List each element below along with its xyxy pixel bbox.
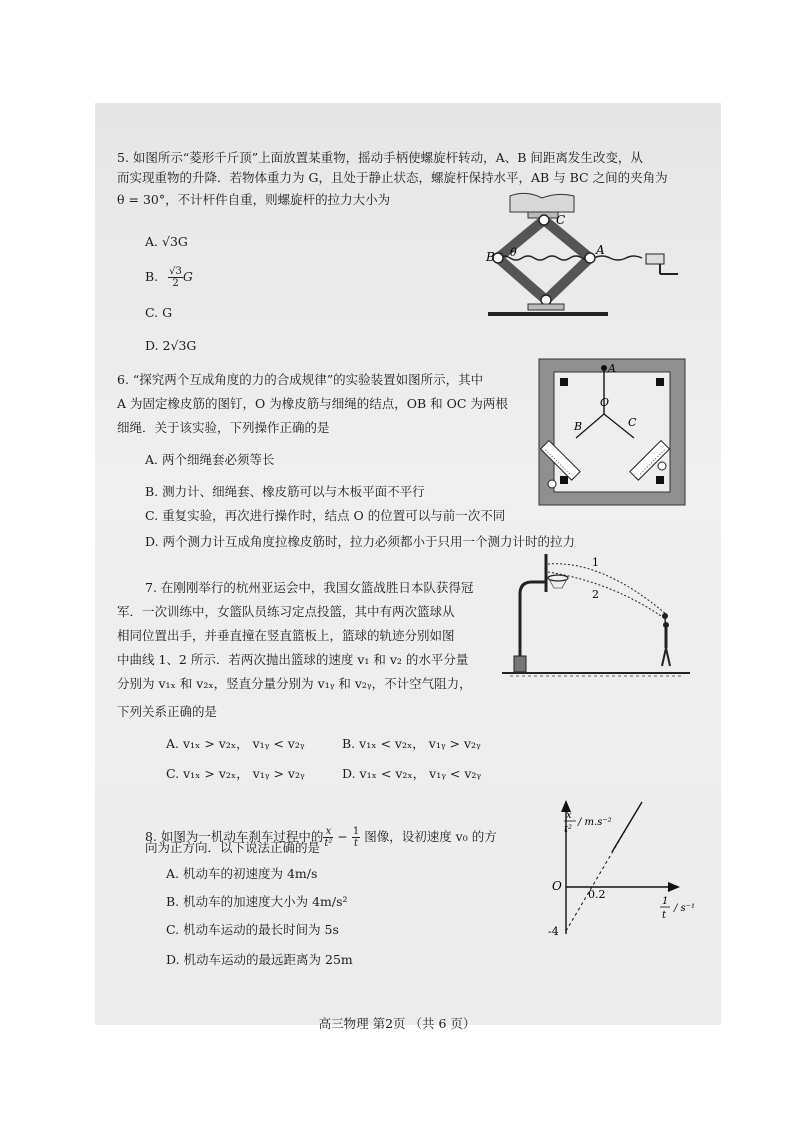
q8-option-a: A. 机动车的初速度为 4m/s: [166, 866, 318, 881]
q5-label-theta: θ: [510, 246, 517, 259]
q5-stem-line2: 而实现重物的升降．若物体重力为 G，且处于静止状态，螺旋杆保持水平，AB 与 BC 之间的夹角为: [117, 170, 668, 185]
q8-origin: O: [552, 879, 562, 893]
q6-option-b: B. 测力计、细绳套、橡皮筋可以与木板平面不平行: [145, 484, 425, 499]
q7-basketball-figure: [502, 552, 692, 682]
q6-label-b: B: [574, 420, 583, 433]
q8-option-b: B. 机动车的加速度大小为 4m/s²: [166, 894, 348, 909]
q5-stem-line3: θ = 30°，不计杆件自重，则螺旋杆的拉力大小为: [117, 192, 391, 207]
q8-ylabel-num: x: [566, 810, 572, 821]
q8-ylabel-den: t²: [564, 824, 573, 835]
q6-stem-line2: A 为固定橡皮筋的图钉，O 为橡皮筋与细绳的结点，OB 和 OC 为两根: [117, 396, 508, 411]
q7-stem-line6: 下列关系正确的是: [117, 704, 218, 719]
q5-option-c: C. G: [145, 305, 173, 320]
q6-option-c: C. 重复实验，再次进行操作时，结点 O 的位置可以与前一次不同: [145, 508, 506, 523]
q8-xunit: / s⁻¹: [674, 903, 695, 914]
q5-label-a: A: [596, 243, 605, 257]
q6-option-a: A. 两个细绳套必须等长: [145, 452, 275, 467]
q8-yunit: / m.s⁻²: [578, 817, 612, 828]
q6-label-o: O: [600, 396, 610, 409]
q7-curve-1-label: 1: [592, 556, 599, 569]
q6-stem-line3: 细绳．关于该实验，下列操作正确的是: [117, 420, 330, 435]
q7-option-c: C. v₁ₓ > v₂ₓ， v₁ᵧ > v₂ᵧ: [166, 766, 305, 781]
q8-stem-line1: 8. 如图为一机动车刹车过程中的 $\frac{x}{\text{t²}}$ − $\frac{1}{t}$ 图像，设初速度 v₀ 的方: [145, 826, 497, 849]
q5-label-b: B: [486, 250, 495, 264]
q8-xlabel-den: t: [662, 910, 667, 921]
q8-xlabel-num: 1: [662, 896, 669, 907]
q7-stem-line2: 军．一次训练中，女篮队员练习定点投篮，其中有两次篮球从: [117, 604, 455, 619]
q6-force-board-figure: [538, 358, 686, 506]
q5-label-c: C: [556, 213, 566, 227]
q8-stem-line2: 向为正方向．以下说法正确的是: [145, 840, 321, 855]
q7-option-b: B. v₁ₓ < v₂ₓ， v₁ᵧ > v₂ᵧ: [342, 736, 481, 751]
q7-stem-line5: 分别为 v₁ₓ 和 v₂ₓ，竖直分量分别为 v₁ᵧ 和 v₂ᵧ，不计空气阻力，: [117, 676, 472, 691]
q6-option-d: D. 两个测力计互成角度拉橡皮筋时，拉力必须都小于只用一个测力计时的拉力: [145, 534, 576, 549]
q8-graph: [530, 794, 720, 944]
q8-y-tick: -4: [548, 925, 559, 938]
q6-stem-line1: 6. “探究两个互成角度的力的合成规律”的实验装置如图所示，其中: [117, 372, 484, 387]
q7-curve-2-label: 2: [592, 588, 599, 601]
q7-stem-line4: 中曲线 1、2 所示．若两次抛出篮球的速度 v₁ 和 v₂ 的水平分量: [117, 652, 469, 667]
q5-option-d: D. 2√3G: [145, 338, 197, 353]
q8-x-tick: 0.2: [588, 888, 606, 901]
page-footer: 高三物理 第2页 （共 6 页）: [318, 1016, 476, 1031]
q7-stem-line1: 7. 在刚刚举行的杭州亚运会中，我国女篮战胜日本队获得冠: [145, 580, 474, 595]
q6-label-a: A: [608, 362, 616, 375]
q7-stem-line3: 相同位置出手，并垂直撞在竖直篮板上，篮球的轨迹分别如图: [117, 628, 455, 643]
q5-option-a: A. √3G: [145, 234, 188, 249]
q7-option-a: A. v₁ₓ > v₂ₓ， v₁ᵧ < v₂ᵧ: [166, 736, 305, 751]
q6-label-c: C: [628, 416, 637, 429]
q7-option-d: D. v₁ₓ < v₂ₓ， v₁ᵧ < v₂ᵧ: [342, 766, 482, 781]
q5-jack-figure: [478, 190, 688, 325]
q8-option-d: D. 机动车运动的最远距离为 25m: [166, 952, 353, 967]
q8-option-c: C. 机动车运动的最长时间为 5s: [166, 922, 339, 937]
q5-option-b: B. $\frac{√3}{2}$ G: [145, 266, 193, 289]
q5-stem-line1: 5. 如图所示“菱形千斤顶”上面放置某重物，摇动手柄使螺旋杆转动，A、B 间距离发生改变，从: [117, 150, 643, 165]
